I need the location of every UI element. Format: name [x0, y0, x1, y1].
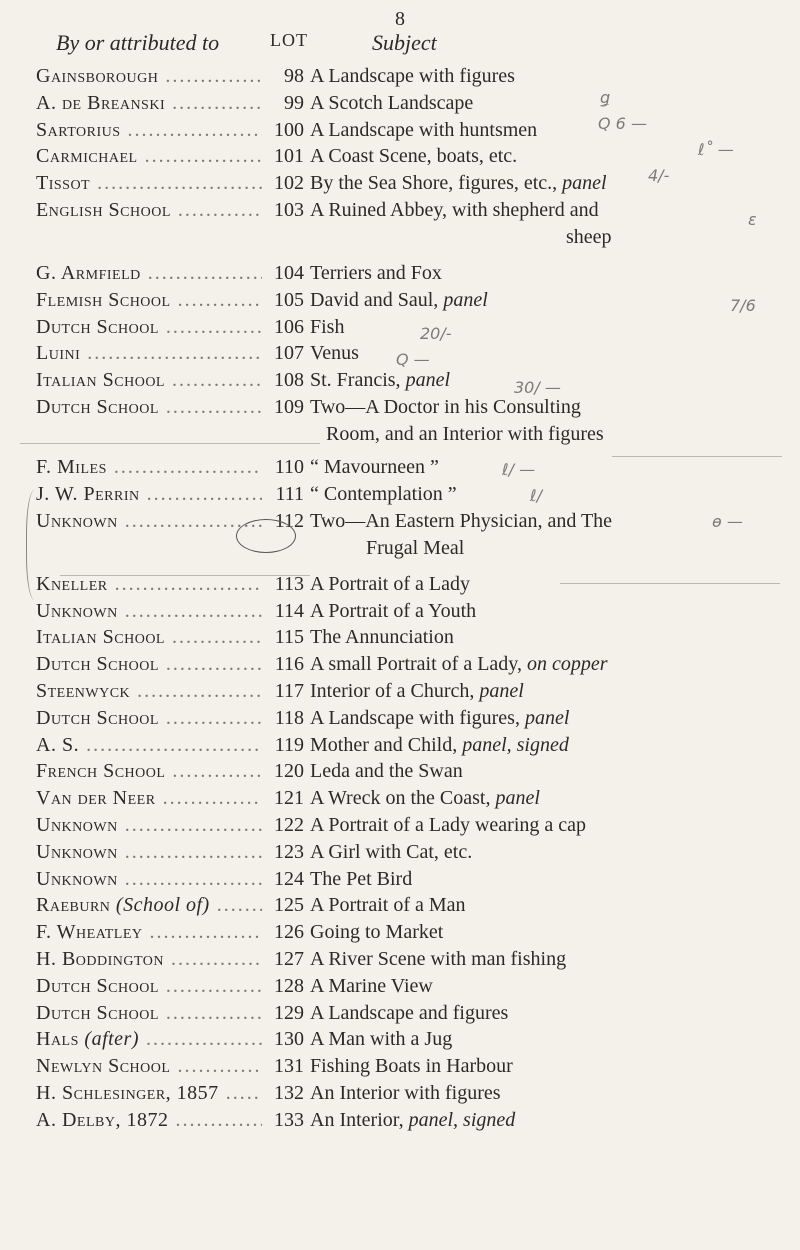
- page-number: 8: [395, 8, 405, 30]
- header-subject: Subject: [372, 30, 437, 55]
- artist-name: [36, 1106, 266, 1134]
- lot-number: 104: [262, 259, 304, 287]
- subject-continuation: Room, and an Interior with figures: [326, 423, 604, 445]
- subject-title: St. Francis,: [310, 369, 406, 391]
- artist-name: [36, 865, 266, 893]
- pencil-bracket-mark: [26, 490, 47, 600]
- lot-number: 106: [262, 313, 304, 341]
- lot-number: 128: [262, 972, 304, 1000]
- lot-number: 108: [262, 366, 304, 394]
- artist-name: [36, 731, 266, 759]
- subject-title: A River Scene with man fishing: [310, 948, 567, 970]
- artist-name-text: Unknown: [36, 841, 118, 863]
- pencil-annotation-100: ℓ˚ —: [698, 140, 734, 159]
- artist-name-text: Unknown: [36, 814, 118, 836]
- subject-text: [310, 650, 790, 678]
- artist-qualifier: (after): [84, 1028, 139, 1050]
- subject-title: A Scotch Landscape: [310, 92, 474, 114]
- list-item: [0, 1106, 800, 1134]
- lot-number: 126: [262, 918, 304, 946]
- list-item: [0, 891, 800, 919]
- pencil-annotation-105: 7/6: [730, 296, 756, 315]
- subject-title: Terriers and Fox: [310, 262, 442, 284]
- artist-name-text: A. de Breanski: [36, 92, 166, 114]
- lot-number: 125: [262, 891, 304, 919]
- subject-title: The Annunciation: [310, 626, 454, 648]
- lot-number: 111: [262, 480, 304, 508]
- subject-text: [310, 891, 790, 919]
- list-item: [0, 62, 800, 90]
- list-item: [0, 453, 800, 481]
- subject-continuation: sheep: [566, 226, 612, 248]
- pencil-annotation-102: ɛ: [748, 210, 757, 229]
- pencil-annotation-111: ℓ/: [530, 486, 542, 505]
- subject-title: A Marine View: [310, 975, 433, 997]
- artist-name: [36, 196, 266, 224]
- subject-title: David and Saul,: [310, 289, 444, 311]
- artist-name: [36, 891, 266, 919]
- subject-title: A Portrait of a Lady wearing a cap: [310, 814, 587, 836]
- subject-text: [310, 62, 790, 90]
- artist-name: [36, 623, 266, 651]
- subject-medium: panel: [524, 707, 570, 729]
- lot-number: 122: [262, 811, 304, 839]
- artist-name-text: Newlyn School: [36, 1055, 171, 1077]
- list-item: [0, 784, 800, 812]
- lot-number: 123: [262, 838, 304, 866]
- subject-title: By the Sea Shore, figures, etc.,: [310, 172, 563, 194]
- pencil-annotation-99: Q 6 —: [598, 114, 647, 133]
- list-item: [0, 169, 800, 197]
- artist-name-text: A. S.: [36, 734, 80, 756]
- lot-number: 120: [262, 757, 304, 785]
- artist-name: [36, 972, 266, 1000]
- artist-name-text: Raeburn: [36, 894, 111, 916]
- subject-title: A Portrait of a Youth: [310, 600, 477, 622]
- subject-medium: panel, signed: [462, 734, 569, 756]
- list-item: [0, 623, 800, 651]
- artist-name: [36, 259, 266, 287]
- subject-title: Mother and Child,: [310, 734, 463, 756]
- artist-name: [36, 1079, 266, 1107]
- artist-name: [36, 1025, 266, 1053]
- lot-number: 132: [262, 1079, 304, 1107]
- subject-medium: panel: [479, 680, 524, 702]
- list-item: [0, 945, 800, 973]
- pencil-rule-mark: [560, 583, 780, 584]
- pencil-annotation-108: 30/ —: [514, 378, 561, 397]
- subject-text: [310, 757, 790, 785]
- list-item: [0, 865, 800, 893]
- subject-text: [310, 704, 790, 732]
- lot-number: 98: [262, 62, 304, 90]
- subject-title: Venus: [310, 342, 359, 364]
- subject-text: [310, 784, 790, 812]
- artist-name-text: J. W. Perrin: [36, 483, 140, 505]
- artist-name-text: Dutch School: [36, 975, 159, 997]
- artist-name: [36, 393, 266, 421]
- list-item: [0, 811, 800, 839]
- artist-name: [36, 169, 266, 197]
- lot-number: 115: [262, 623, 304, 651]
- artist-name: [36, 313, 266, 341]
- artist-name-text: Tissot: [36, 172, 91, 194]
- artist-name-text: H. Boddington: [36, 948, 165, 970]
- lot-number: 110: [262, 453, 304, 481]
- artist-qualifier: (School of): [115, 894, 210, 916]
- subject-text: [310, 865, 790, 893]
- subject-text: [310, 838, 790, 866]
- subject-text: [310, 1052, 790, 1080]
- pencil-annotation-101: 4/-: [648, 166, 670, 185]
- artist-name-text: Steenwyck: [36, 680, 131, 702]
- subject-title: The Pet Bird: [310, 868, 413, 890]
- artist-name: [36, 757, 266, 785]
- artist-name-text: French School: [36, 760, 166, 782]
- artist-name: [36, 142, 266, 170]
- artist-name: [36, 704, 266, 732]
- artist-name-text: A. Delby, 1872: [36, 1109, 169, 1131]
- subject-title: Interior of a Church,: [310, 680, 480, 702]
- list-item: [0, 480, 800, 508]
- artist-name: [36, 784, 266, 812]
- lot-number: 124: [262, 865, 304, 893]
- subject-text: [310, 259, 790, 287]
- lot-number: 114: [262, 597, 304, 625]
- subject-title: A small Portrait of a Lady,: [310, 653, 527, 675]
- lot-number: 129: [262, 999, 304, 1027]
- subject-text: [310, 169, 790, 197]
- pencil-rule-mark: [612, 456, 782, 457]
- list-item: [0, 116, 800, 144]
- subject-text: [310, 1106, 790, 1134]
- artist-name: [36, 677, 266, 705]
- subject-title: A Ruined Abbey, with shepherd and: [310, 199, 599, 221]
- lot-number: 113: [262, 570, 304, 598]
- artist-name: [36, 1052, 266, 1080]
- list-item: [0, 677, 800, 705]
- artist-name-text: Italian School: [36, 626, 165, 648]
- lot-number: 117: [262, 677, 304, 705]
- subject-text: [310, 597, 790, 625]
- subject-text: [310, 480, 790, 508]
- subject-text: [310, 731, 790, 759]
- header-lot: LOT: [270, 30, 308, 50]
- subject-title: A Man with a Jug: [310, 1028, 453, 1050]
- subject-title: An Interior with figures: [310, 1082, 501, 1104]
- list-item: [0, 1079, 800, 1107]
- artist-name: [36, 811, 266, 839]
- list-item: [0, 366, 800, 394]
- lot-number: 121: [262, 784, 304, 812]
- list-item: [0, 597, 800, 625]
- pencil-annotation-106: 20/-: [420, 324, 452, 343]
- subject-title: Fishing Boats in Harbour: [310, 1055, 513, 1077]
- artist-name-text: Sartorius: [36, 119, 121, 141]
- lot-number: 130: [262, 1025, 304, 1053]
- artist-name: [36, 838, 266, 866]
- artist-name: [36, 339, 266, 367]
- artist-name: [36, 999, 266, 1027]
- subject-continuation: Frugal Meal: [366, 537, 465, 559]
- lot-number: 99: [262, 89, 304, 117]
- artist-name-text: Van der Neer: [36, 787, 156, 809]
- artist-name-text: Italian School: [36, 369, 165, 391]
- subject-text: [310, 945, 790, 973]
- list-item: [0, 704, 800, 732]
- list-item: [0, 1052, 800, 1080]
- subject-title: A Landscape with figures,: [310, 707, 525, 729]
- lot-number: 133: [262, 1106, 304, 1134]
- subject-text: [310, 623, 790, 651]
- lot-number: 116: [262, 650, 304, 678]
- artist-name-text: Flemish School: [36, 289, 171, 311]
- pencil-annotation-110: ℓ/ —: [502, 460, 536, 479]
- artist-name: [36, 286, 266, 314]
- subject-title: Leda and the Swan: [310, 760, 463, 782]
- artist-name: [36, 453, 266, 481]
- list-item: [0, 650, 800, 678]
- list-item: [0, 142, 800, 170]
- artist-name-text: Dutch School: [36, 707, 159, 729]
- column-headers: [0, 30, 800, 60]
- subject-title: A Portrait of a Man: [310, 894, 466, 916]
- lot-number: 103: [262, 196, 304, 224]
- list-item: [0, 731, 800, 759]
- list-item: [0, 259, 800, 287]
- list-item: [0, 918, 800, 946]
- subject-text: [310, 196, 790, 224]
- artist-name: [36, 650, 266, 678]
- lot-number: 101: [262, 142, 304, 170]
- artist-name-text: Unknown: [36, 868, 118, 890]
- artist-name-text: Unknown: [36, 510, 118, 532]
- subject-text: [310, 918, 790, 946]
- pencil-rule-mark: [20, 443, 320, 444]
- list-item: [0, 313, 800, 341]
- artist-name-text: Carmichael: [36, 145, 138, 167]
- lot-number: 105: [262, 286, 304, 314]
- lot-number: 107: [262, 339, 304, 367]
- subject-text: [310, 999, 790, 1027]
- list-item: [0, 999, 800, 1027]
- artist-name: [36, 62, 266, 90]
- subject-text: [310, 89, 790, 117]
- artist-name-text: Dutch School: [36, 653, 159, 675]
- artist-name: [36, 116, 266, 144]
- artist-name-text: G. Armfield: [36, 262, 141, 284]
- list-item: [0, 972, 800, 1000]
- subject-text: [310, 339, 790, 367]
- list-item: [0, 196, 800, 224]
- list-item: [0, 286, 800, 314]
- artist-name-text: F. Wheatley: [36, 921, 143, 943]
- subject-medium: on copper: [527, 653, 608, 675]
- subject-text: [310, 1079, 790, 1107]
- pencil-annotation-112: ɵ —: [712, 512, 743, 531]
- artist-name-text: Unknown: [36, 600, 118, 622]
- subject-text: [310, 972, 790, 1000]
- list-item: [0, 507, 800, 535]
- header-artist: By or attributed to: [56, 30, 220, 55]
- artist-name: [36, 597, 266, 625]
- subject-title: “ Contemplation ”: [310, 483, 457, 505]
- subject-title: “ Mavourneen ”: [310, 456, 439, 478]
- lot-number: 119: [262, 731, 304, 759]
- artist-name-text: Dutch School: [36, 1002, 159, 1024]
- subject-text: [310, 811, 790, 839]
- pencil-annotation-107: Q —: [396, 350, 430, 369]
- subject-title: An Interior,: [310, 1109, 409, 1131]
- subject-text: [310, 677, 790, 705]
- subject-title: A Wreck on the Coast,: [310, 787, 496, 809]
- subject-medium: panel: [562, 172, 607, 194]
- artist-name: [36, 945, 266, 973]
- subject-text: [310, 313, 790, 341]
- pencil-rule-mark: [60, 575, 310, 576]
- artist-name: [36, 918, 266, 946]
- subject-text: [310, 570, 790, 598]
- artist-name: [36, 89, 266, 117]
- artist-name-text: Dutch School: [36, 316, 159, 338]
- subject-title: A Landscape and figures: [310, 1002, 509, 1024]
- pencil-annotation-98: ǥ: [600, 88, 611, 107]
- artist-name-text: Luini: [36, 342, 81, 364]
- subject-title: Fish: [310, 316, 345, 338]
- artist-name: [36, 480, 266, 508]
- artist-name: [36, 507, 266, 535]
- lot-number: 127: [262, 945, 304, 973]
- artist-name: [36, 366, 266, 394]
- subject-medium: panel, signed: [408, 1109, 516, 1131]
- subject-medium: panel: [405, 369, 450, 391]
- lot-number: 102: [262, 169, 304, 197]
- artist-name-text: Hals: [36, 1028, 79, 1050]
- artist-name-text: H. Schlesinger, 1857: [36, 1082, 219, 1104]
- artist-name-text: Gainsborough: [36, 65, 159, 87]
- subject-title: Two—A Doctor in his Consulting: [310, 396, 581, 418]
- subject-title: Two—An Eastern Physician, and The: [310, 510, 613, 532]
- lot-number: 109: [262, 393, 304, 421]
- subject-title: A Landscape with huntsmen: [310, 119, 538, 141]
- pencil-circle-around-lot-109: [236, 519, 296, 553]
- subject-medium: panel: [495, 787, 540, 809]
- subject-medium: panel: [443, 289, 488, 311]
- subject-title: A Girl with Cat, etc.: [310, 841, 473, 863]
- subject-title: Going to Market: [310, 921, 444, 943]
- artist-name-text: Kneller: [36, 573, 108, 595]
- subject-title: A Landscape with figures: [310, 65, 515, 87]
- subject-title: A Portrait of a Lady: [310, 573, 470, 595]
- lot-number: 118: [262, 704, 304, 732]
- list-item: [0, 838, 800, 866]
- subject-text: [310, 286, 790, 314]
- artist-name-text: F. Miles: [36, 456, 107, 478]
- subject-text: [310, 1025, 790, 1053]
- list-item: [0, 89, 800, 117]
- artist-name-text: Dutch School: [36, 396, 159, 418]
- subject-text: [310, 393, 790, 421]
- lot-number: 131: [262, 1052, 304, 1080]
- artist-name-text: English School: [36, 199, 171, 221]
- list-item: [0, 1025, 800, 1053]
- lot-number: 112: [262, 507, 304, 535]
- list-item: [0, 393, 800, 421]
- subject-title: A Coast Scene, boats, etc.: [310, 145, 518, 167]
- list-item: [0, 757, 800, 785]
- subject-text: [310, 453, 790, 481]
- lot-number: 100: [262, 116, 304, 144]
